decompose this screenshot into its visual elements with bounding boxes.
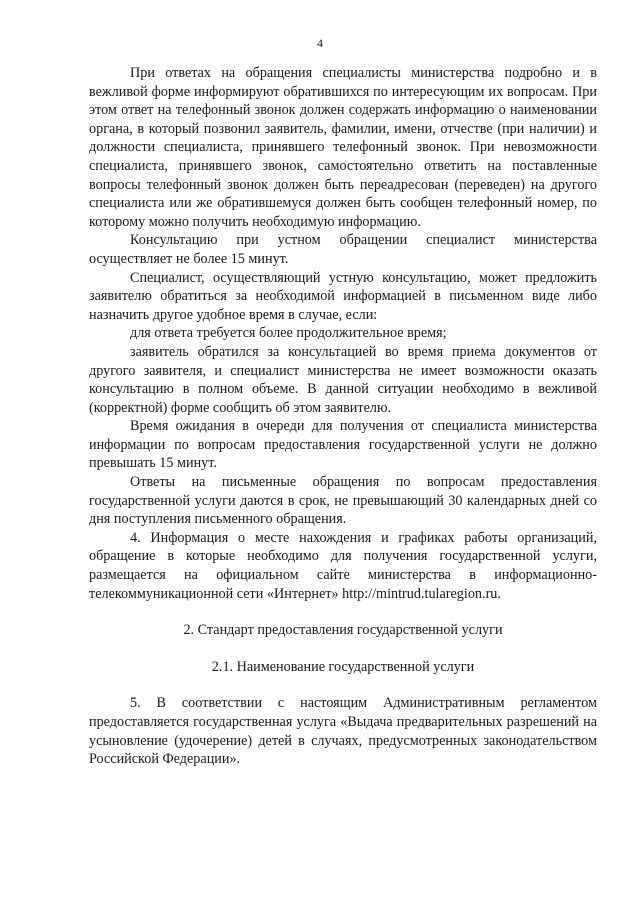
paragraph-item-5: 5. В соответствии с настоящим Административным регламентом предоставляется государственная услуга «Выдача предварительных разрешений на усыновление (удочерение) детей в случаях, предусмотренных законодательством Российской Федерации». [89,695,597,768]
paragraph-queue-wait: Время ожидания в очереди для получения от специалиста министерства информации по вопросам предоставления государственной услуги не должно превышать 15 минут. [89,418,597,472]
paragraph-written-consultation: Специалист, осуществляющий устную консультацию, может предложить заявителю обратиться за необходимой информацией в письменном виде либо назначить другое удобное время в случае, если: [89,269,597,323]
page-number: 4 [317,36,323,50]
document-body [89,64,597,769]
paragraph-case-busy-specialist: заявитель обратился за консультацией во время приема документов от другого заявителя, и специалист министерства не имеет возможности оказать консультацию в полном объеме. В данной ситуации необходимо в вежливой (корректной) форме сообщить об этом заявителю. [89,343,597,416]
paragraph-phone-answers: При ответах на обращения специалисты министерства подробно и в вежливой форме информируют обратившихся по интересующим их вопросам. При этом ответ на телефонный звонок должен содержать информацию о наименовании органа, в который позвонил заявитель, фамилии, имени, отчестве (при наличии) и должности специалиста, принявшего телефонный звонок. При невозможности специалиста, принявшего звонок, самостоятельно ответить на поставленные вопросы телефонный звонок должен быть переадресован (переведен) на другого специалиста или же обратившемуся должен быть сообщен телефонный номер, по которому можно получить необходимую информацию. [89,65,597,230]
subsection-heading: 2.1. Наименование государственной услуги [211,658,475,675]
paragraph-written-replies: Ответы на письменные обращения по вопросам предоставления государственной услуги даются в срок, не превышающий 30 календарных дней со дня поступления письменного обращения. [89,474,597,528]
paragraph-case-longer-time: для ответа требуется более продолжительное время; [130,325,447,342]
paragraph-consultation-duration: Консультацию при устном обращении специалист министерства осуществляет не более 15 минут. [89,232,597,267]
section-heading: 2. Стандарт предоставления государственной услуги [183,622,503,639]
paragraph-item-4: 4. Информация о месте нахождения и графиках работы организаций, обращение в которые необходимо для получения государственной услуги, размещается на официальном сайте министерства в информационно-телекоммуникационной сети «Интернет» http://mintrud.tularegion.ru. [89,529,597,602]
